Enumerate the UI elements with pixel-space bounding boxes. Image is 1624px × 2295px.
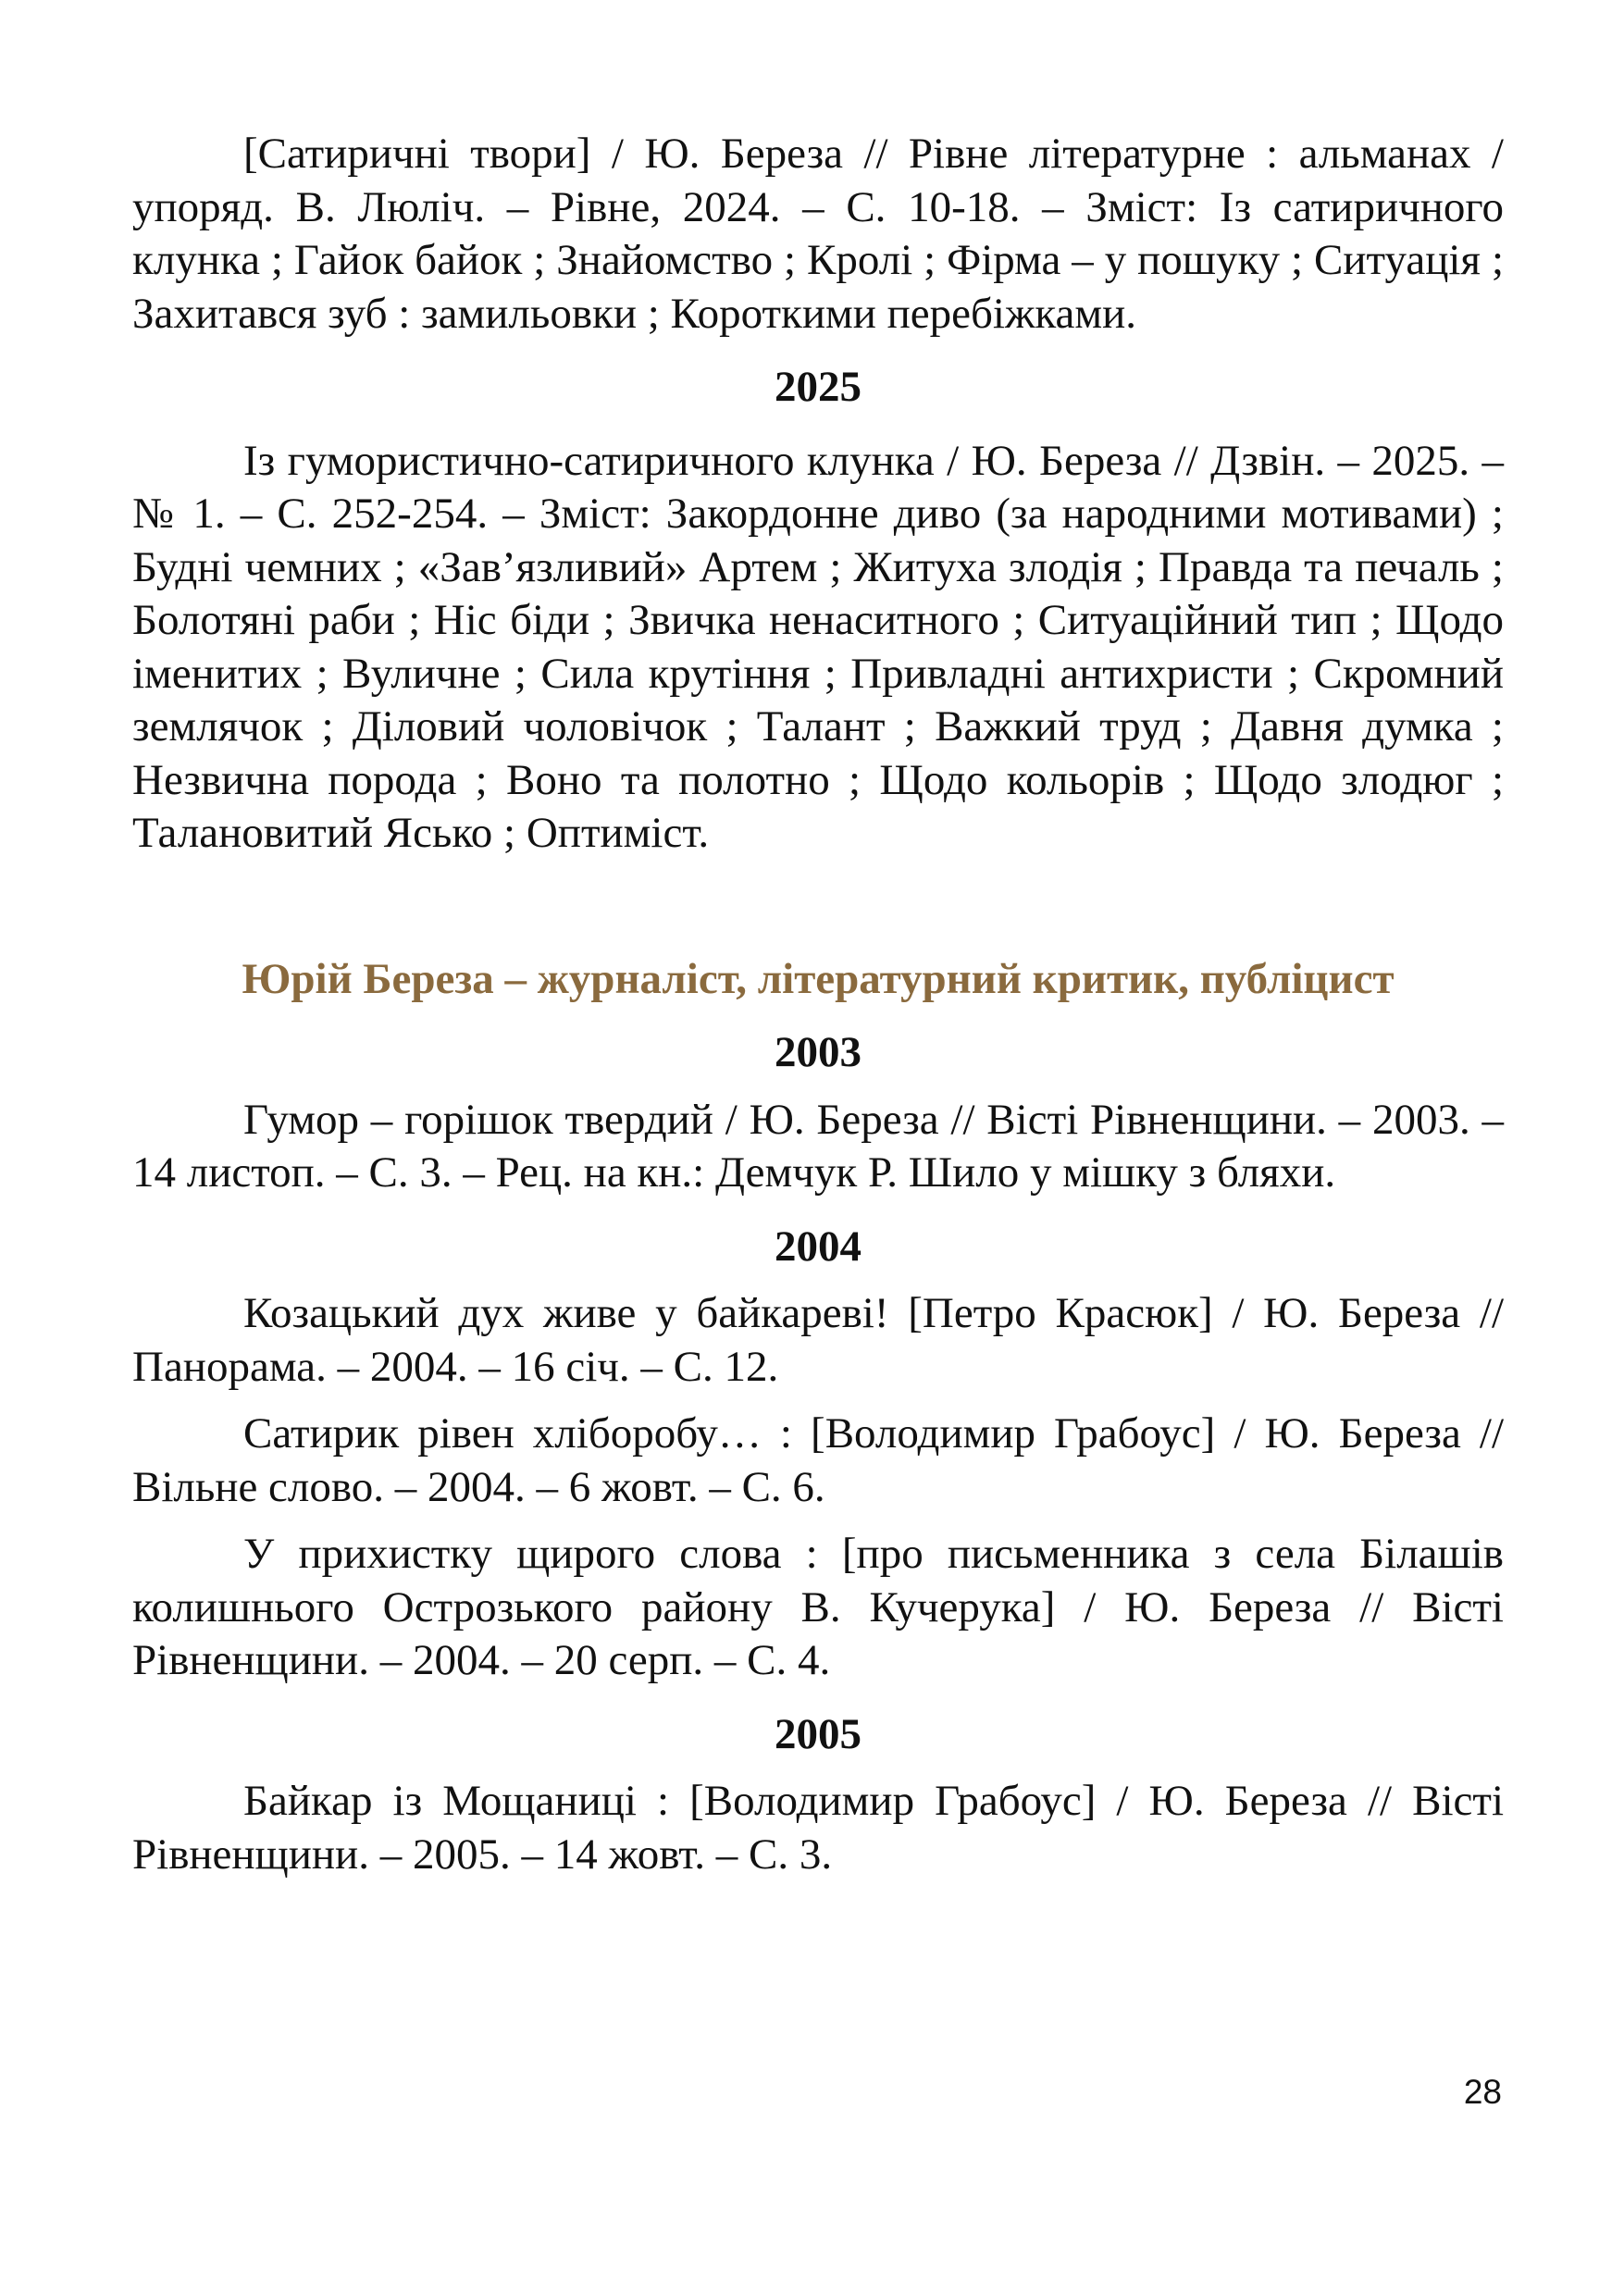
bibliography-entry-2004-2: Сатирик рівен хліборобу… : [Володимир Грабоус] / Ю. Береза // Вільне слово. – 2004. – 6 жовт. – С. 6. xyxy=(132,1409,1504,1511)
spacer xyxy=(132,1006,1504,1026)
page-number: 28 xyxy=(1463,2073,1502,2111)
year-heading-2003: 2003 xyxy=(775,1028,862,1076)
spacer xyxy=(132,861,1504,953)
page-content xyxy=(132,128,1504,1881)
bibliography-entry-2024: [Сатиричні твори] / Ю. Береза // Рівне літературне : альманах / упоряд. В. Люліч. – Рівне, 2024. – С. 10-18. – Зміст: Із сатиричного клунка ; Гайок байок ; Знайомство ; Кролі ; Фірма – у пошуку ; Ситуація ; Захитався зуб : замильовки ; Короткими перебіжками. xyxy=(132,130,1504,338)
bibliography-entry-2005: Байкар із Мощаниці : [Володимир Грабоус] / Ю. Береза // Вісті Рівненщини. – 2005. – 14 жовт. – С. 3. xyxy=(132,1777,1504,1879)
spacer xyxy=(132,1761,1504,1775)
spacer xyxy=(132,415,1504,435)
spacer xyxy=(132,1273,1504,1287)
spacer xyxy=(132,341,1504,361)
bibliography-entry-2004-1: Козацький дух живе у байкареві! [Петро Красюк] / Ю. Береза // Панорама. – 2004. – 16 січ. – С. 12. xyxy=(132,1289,1504,1391)
spacer xyxy=(132,1394,1504,1408)
spacer xyxy=(132,1200,1504,1221)
year-heading-2025: 2025 xyxy=(775,363,862,411)
year-heading-2004: 2004 xyxy=(775,1222,862,1271)
spacer xyxy=(132,1080,1504,1094)
bibliography-entry-2003: Гумор – горішок твердий / Ю. Береза // Вісті Рівненщини. – 2003. – 14 листоп. – С. 3. – Рец. на кн.: Демчук Р. Шило у мішку з бляхи. xyxy=(132,1095,1504,1197)
year-heading-2005: 2005 xyxy=(775,1709,862,1758)
section-title: Юрій Береза – журналіст, літературний критик, публіцист xyxy=(242,954,1395,1003)
bibliography-entry-2004-3: У прихистку щирого слова : [про письменника з села Білашів колишнього Острозького району В. Кучерука] / Ю. Береза // Вісті Рівненщини. – 2004. – 20 серп. – С. 4. xyxy=(132,1530,1504,1684)
bibliography-entry-2025: Із гумористично-сатиричного клунка / Ю. Береза // Дзвін. – 2025. – № 1. – С. 252-254. – Зміст: Закордонне диво (за народними мотивами) ; Будні чемних ; «Зав’язливий» Артем ; Житуха злодія ; Правда та печаль ; Болотяні раби ; Ніс біди ; Звичка ненаситного ; Ситуаційний тип ; Щодо іменитих ; Вуличне ; Сила крутіння ; Привладні антихристи ; Скромний землячок ; Діловий чоловічок ; Талант ; Важкий труд ; Давня думка ; Незвична порода ; Воно та полотно ; Щодо кольорів ; Щодо злодюг ; Талановитий Ясько ; Оптиміст. xyxy=(132,436,1504,857)
spacer xyxy=(132,1688,1504,1708)
spacer xyxy=(132,1514,1504,1528)
